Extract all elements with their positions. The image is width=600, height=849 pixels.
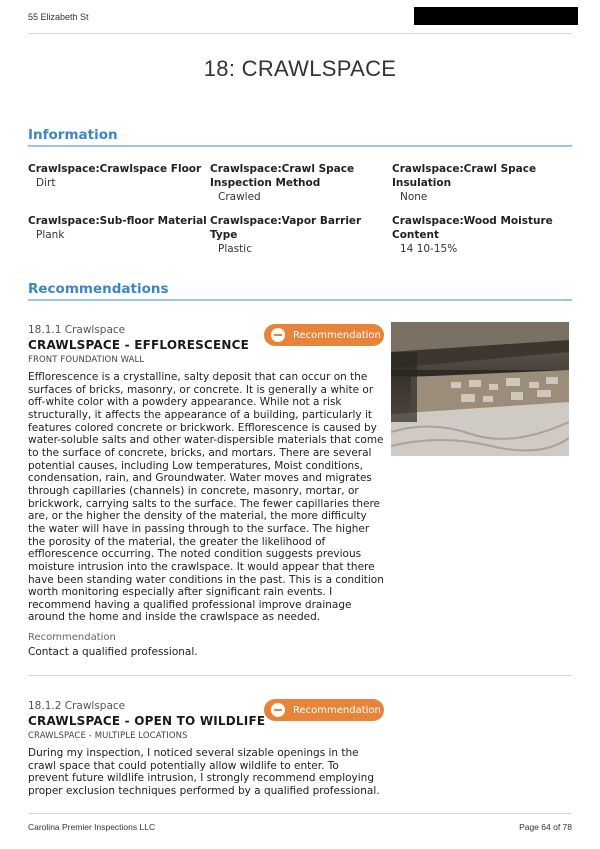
rec-1-number: 18.1.1 Crawlspace — [28, 324, 126, 336]
page-title: 18: CRAWLSPACE — [203, 56, 397, 81]
rec-2-badge — [264, 699, 384, 721]
info-inspection-method: Crawlspace:Crawl Space Inspection Method Crawled — [210, 163, 355, 203]
rec-2-location: CRAWLSPACE - MULTIPLE LOCATIONS — [28, 731, 188, 741]
rec-2-title: CRAWLSPACE - OPEN TO WILDLIFE — [28, 714, 266, 728]
info-insulation: Crawlspace:Crawl Space Insulation None — [392, 163, 537, 203]
rec-1-badge-label: Recommendation — [293, 329, 381, 341]
rec-1-body: Efflorescence is a crystalline, salty deposit that can occur on the surfaces of bricks, masonry, or concrete. It is generally a white or off-white color with a powdery appearance. While not a risk structurally, it affects the appearance of a building, particularly it features colored concrete or brickwork. Efflorescence is caused by water-soluble salts and other water-dispersible materials that come to the surface of concrete, bricks, and mortars. There are several potential causes, including Low temperatures, Moist conditions, condensation, rain, and Groundwater. Water moves and migrates through capillaries (channels) in concrete, masonry, mortar, or brickwork, carrying salts to the surface. The fewer capillaries there are, or the higher the density of the material, the more difficulty the water will have in passing through to the surface. The higher the porosity of the material, the greater the likelihood of efflorescence occurring. The noted condition suggests previous moisture intrusion into the crawlspace. It would appear that there have been standing water conditions in the past. This is a condition worth monitoring especially after significant rain events. I recommend having a qualified professional improve drainage around the home and inside the crawlspace as needed. — [28, 371, 384, 624]
header-address: 55 Elizabeth St — [28, 12, 89, 22]
redacted-block — [414, 7, 578, 25]
rec-1-location: FRONT FOUNDATION WALL — [28, 355, 145, 365]
rec-1-sub-label: Recommendation — [28, 632, 116, 643]
info-subfloor-material: Crawlspace:Sub-floor Material Plank — [28, 215, 207, 241]
rec-2-badge-label: Recommendation — [293, 704, 381, 716]
header-divider — [28, 33, 572, 34]
info-wood-moisture: Crawlspace:Wood Moisture Content 14 10-15% — [392, 215, 553, 255]
recommendations-divider — [28, 299, 572, 301]
information-divider — [28, 145, 572, 147]
efflorescence-photo[interactable] — [391, 322, 569, 456]
footer-page-number: Page 64 of 78 — [519, 822, 572, 832]
footer-company: Carolina Premier Inspections LLC — [28, 822, 156, 832]
rec-1-badge — [264, 324, 384, 346]
rec-2-number: 18.1.2 Crawlspace — [28, 700, 126, 712]
info-vapor-barrier: Crawlspace:Vapor Barrier Type Plastic — [210, 215, 362, 255]
recommendations-heading: Recommendations — [28, 281, 169, 297]
minus-circle-icon — [271, 703, 285, 717]
rec-2-body: During my inspection, I noticed several sizable openings in the crawl space that could potentially allow wildlife to enter. To prevent future wildlife intrusion, I strongly recommend employing proper exclusion techniques performed by a qualified professional. — [28, 747, 380, 797]
info-crawlspace-floor: Crawlspace:Crawlspace Floor Dirt — [28, 163, 202, 189]
minus-circle-icon — [271, 328, 285, 342]
rec-1-title: CRAWLSPACE - EFFLORESCENCE — [28, 338, 249, 352]
footer-divider — [28, 813, 572, 814]
rec-1-action: Contact a qualified professional. — [28, 646, 198, 658]
rec-separator — [28, 675, 572, 676]
information-heading: Information — [28, 127, 118, 143]
